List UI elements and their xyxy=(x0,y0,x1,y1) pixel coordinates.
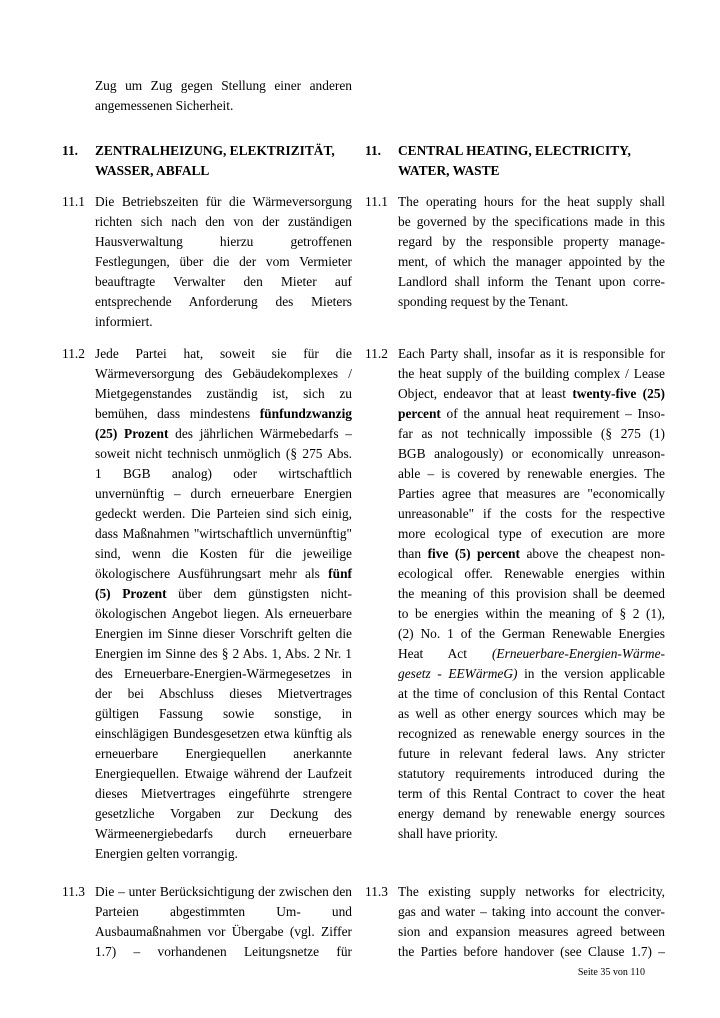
text-line: CENTRAL HEATING, ELECTRICITY, xyxy=(398,143,631,158)
text-line: WATER, WASTE xyxy=(398,163,500,178)
clause-11-2-text-de xyxy=(95,344,352,864)
text-line: sion and expansion measures agreed between xyxy=(398,924,665,939)
text-line: unvernünftig – durch erneuerbare Energien xyxy=(95,486,352,501)
text-line: Heat Act (Erneuerbare-Energien-Wärme- xyxy=(398,646,665,661)
clause-11-3-text-de xyxy=(95,882,352,962)
text-line: dieses Mietvertrages eingeführte strengere xyxy=(95,786,352,801)
text-line: Energien im Sinne dieser Vorschrift gelten die xyxy=(95,626,352,641)
text-line: angemessenen Sicherheit. xyxy=(95,98,234,113)
column-gutter xyxy=(352,344,365,864)
clause-11-3-text-en xyxy=(398,882,665,962)
text-line: The operating hours for the heat supply shall xyxy=(398,194,665,209)
text-line: Object, endeavor that at least twenty-five (25) xyxy=(398,386,665,401)
text-line: Wärmeversorgung des Gebäudekomplexes / xyxy=(95,366,352,381)
text-line: 1.7) – vorhandenen Leitungsnetze für xyxy=(95,944,352,959)
text-line: erneuerbare Energiequellen anerkannte xyxy=(95,746,352,761)
text-line: the heat supply of the building complex / Lease xyxy=(398,366,665,381)
clause-11-1 xyxy=(62,192,720,332)
text-line: The existing supply networks for electricity, xyxy=(398,884,665,899)
text-line: Energiequellen. Etwaige während der Laufzeit xyxy=(95,766,352,781)
text-line: Mietgegenstandes zuständig ist, sich zu xyxy=(95,386,352,401)
clause-11-1-number-de: 11.1 xyxy=(62,194,85,209)
text-line: Parteien abgestimmten Um- und xyxy=(95,904,352,919)
column-gutter xyxy=(352,76,365,116)
text-line: able – is covered by renewable energies. The xyxy=(398,466,665,481)
text-line: Energien im Sinne des § 2 Abs. 1, Abs. 2 Nr. 1 xyxy=(95,646,352,661)
text-line: soweit nicht technisch unmöglich (§ 275 Abs. xyxy=(95,446,352,461)
text-line: ökologischere Ausführungsart mehr als fünf xyxy=(95,566,352,581)
text-line: sponding request by the Tenant. xyxy=(398,294,569,309)
text-line: WASSER, ABFALL xyxy=(95,163,210,178)
text-line: far as not technically impossible (§ 275 (1) xyxy=(398,426,665,441)
text-line: (5) Prozent über dem günstigsten nicht- xyxy=(95,586,352,601)
text-line: ecological offer. Renewable energies within xyxy=(398,566,665,581)
text-line: unreasonable" if the costs for the respective xyxy=(398,506,665,521)
text-line: to be energies within the meaning of § 2 (1), xyxy=(398,606,665,621)
column-gutter xyxy=(352,882,365,962)
text-line: energy demand by renewable energy sources xyxy=(398,806,665,821)
text-line: term of this Rental Contract to cover the heat xyxy=(398,786,665,801)
clause-11-1-text-de xyxy=(95,192,352,332)
text-line: Die Betriebszeiten für die Wärmeversorgung xyxy=(95,194,352,209)
text-line: regard by the responsible property manage- xyxy=(398,234,665,249)
section-11-heading-number-en: 11. xyxy=(365,143,381,158)
text-line: Parties agree that measures are "economically xyxy=(398,486,665,501)
clause-11-2-text-en xyxy=(398,344,665,864)
clause-11-1-text-en xyxy=(398,192,665,332)
text-line: BGB analogously) or economically unreason- xyxy=(398,446,665,461)
column-gutter xyxy=(352,192,365,332)
text-line: as well as other energy sources which may be xyxy=(398,706,665,721)
section-11-heading-text-en xyxy=(398,141,665,181)
text-line: Each Party shall, insofar as it is responsible for xyxy=(398,346,665,361)
text-line: shall have priority. xyxy=(398,826,498,841)
text-line: (2) No. 1 of the German Renewable Energies xyxy=(398,626,665,641)
clause-11-2 xyxy=(62,344,720,864)
text-line: (25) Prozent des jährlichen Wärmebedarfs – xyxy=(95,426,352,441)
text-line: ment, of which the manager appointed by the xyxy=(398,254,665,269)
text-line: Hausverwaltung hierzu getroffenen xyxy=(95,234,352,249)
text-line: beauftragte Verwalter den Mieter auf xyxy=(95,274,352,289)
text-line: be governed by the specifications made in this xyxy=(398,214,665,229)
clause-11-2-number-de: 11.2 xyxy=(62,346,85,361)
column-gutter xyxy=(352,141,365,181)
text-line: at the time of conclusion of this Rental Contact xyxy=(398,686,665,701)
text-line: more ecological type of execution are more xyxy=(398,526,665,541)
text-line: ZENTRALHEIZUNG, ELEKTRIZITÄT, xyxy=(95,143,335,158)
carryover-paragraph-text-de xyxy=(95,76,352,116)
text-line: gültigen Fassung sowie sonstige, in xyxy=(95,706,352,721)
text-line: 1 BGB analog) oder wirtschaftlich xyxy=(95,466,352,481)
page-footer: Seite 35 von 110 xyxy=(577,967,645,978)
clause-11-3-number-de: 11.3 xyxy=(62,884,85,899)
carryover-paragraph-text-en xyxy=(398,76,665,116)
text-line: bemühen, dass mindestens fünfundzwanzig xyxy=(95,406,352,421)
text-line: future in relevant federal laws. Any stricter xyxy=(398,746,665,761)
text-line: Jede Partei hat, soweit sie für die xyxy=(95,346,352,361)
section-11-heading xyxy=(62,141,720,181)
text-line: gesetz - EEWärmeG) in the version applicable xyxy=(398,666,666,681)
text-line: Festlegungen, über die der vom Vermieter xyxy=(95,254,352,269)
text-line: entsprechende Anforderung des Mieters xyxy=(95,294,352,309)
text-line: Wärmeenergiebedarfs durch erneuerbare xyxy=(95,826,352,841)
text-line: the Parties before handover (see Clause 1.7) – xyxy=(398,944,665,959)
section-11-heading-number-de: 11. xyxy=(62,143,78,158)
text-line: dass Maßnahmen "wirtschaftlich unvernünftig" xyxy=(95,526,352,541)
section-11-heading-text-de xyxy=(95,141,352,181)
text-line: Energien gelten vorrangig. xyxy=(95,846,238,861)
text-line: des Erneuerbare-Energien-Wärmegesetzes in xyxy=(95,666,352,681)
clause-11-2-number-en: 11.2 xyxy=(365,346,388,361)
text-line: ökologischen Angebot liegen. Als erneuerbare xyxy=(95,606,352,621)
carryover-paragraph-number-de xyxy=(62,76,95,116)
text-line: sind, wenn die Kosten für die jeweilige xyxy=(95,546,352,561)
content-rows xyxy=(62,76,720,962)
text-line: gesetzliche Vorgaben zur Deckung des xyxy=(95,806,352,821)
text-line: than five (5) percent above the cheapest non- xyxy=(398,546,665,561)
text-line: richten sich nach den von der zuständigen xyxy=(95,214,352,229)
text-line: percent of the annual heat requirement – Inso- xyxy=(398,406,665,421)
carryover-paragraph xyxy=(62,76,720,116)
text-line: recognized as renewable energy sources in the xyxy=(398,726,665,741)
clause-11-1-number-en: 11.1 xyxy=(365,194,388,209)
clause-11-3 xyxy=(62,882,720,962)
text-line: Ausbaumaßnahmen vor Übergabe (vgl. Ziffer xyxy=(95,924,352,939)
text-line: the meaning of this provision shall be deemed xyxy=(398,586,665,601)
text-line: der bei Abschluss dieses Mietvertrages xyxy=(95,686,352,701)
carryover-paragraph-number-en xyxy=(365,76,398,116)
text-line: Zug um Zug gegen Stellung einer anderen xyxy=(95,78,352,93)
text-line: gedeckt werden. Die Parteien sind sich einig, xyxy=(95,506,352,521)
text-line: informiert. xyxy=(95,314,153,329)
text-line: einschlägigen Bundesgesetzen etwa künftig als xyxy=(95,726,352,741)
text-line: Die – unter Berücksichtigung der zwischen den xyxy=(95,884,352,899)
clause-11-3-number-en: 11.3 xyxy=(365,884,388,899)
text-line: Landlord shall inform the Tenant upon corre- xyxy=(398,274,665,289)
text-line: statutory requirements introduced during the xyxy=(398,766,665,781)
text-line: gas and water – taking into account the conver- xyxy=(398,904,665,919)
